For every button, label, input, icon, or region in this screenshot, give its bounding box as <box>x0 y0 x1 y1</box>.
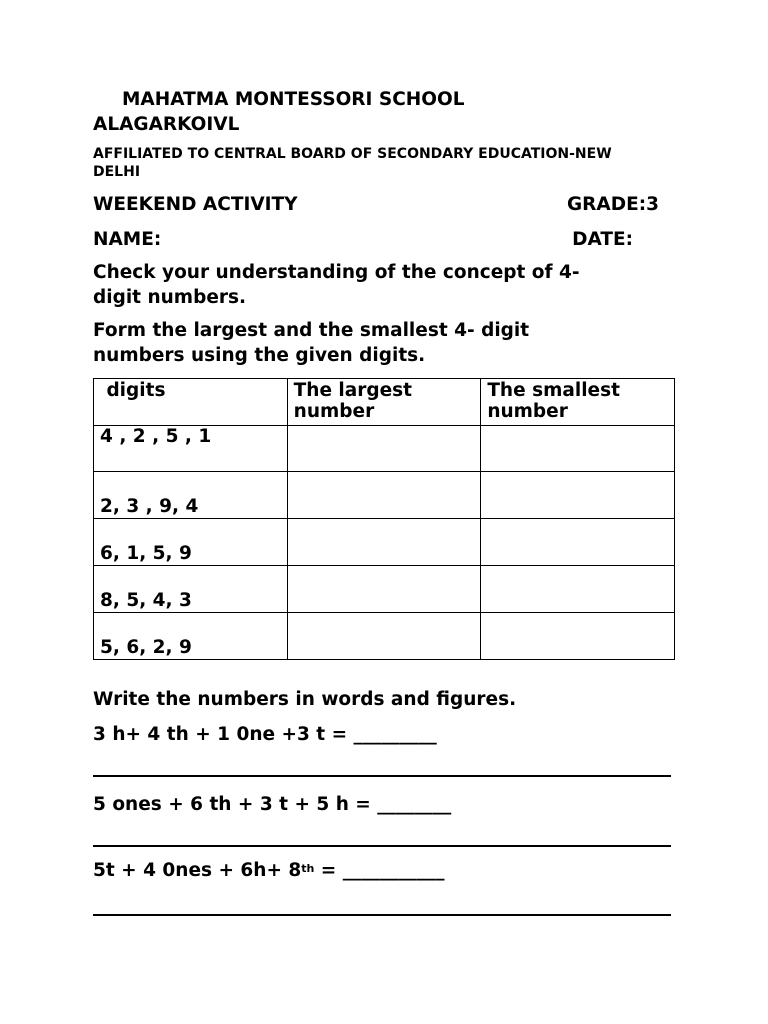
table-row <box>94 566 675 613</box>
grade-label: GRADE:3 <box>566 194 659 215</box>
school-header <box>93 87 465 137</box>
largest-cell[interactable] <box>287 519 481 566</box>
smallest-cell[interactable] <box>481 426 675 472</box>
answer-line-2[interactable] <box>93 845 671 847</box>
table-header-row <box>94 379 675 426</box>
largest-cell[interactable] <box>287 566 481 613</box>
smallest-cell[interactable] <box>481 566 675 613</box>
digits-cell: 6, 1, 5, 9 <box>94 519 288 566</box>
header-smallest: The smallest number <box>481 379 675 426</box>
smallest-cell[interactable] <box>481 519 675 566</box>
digits-cell: 8, 5, 4, 3 <box>94 566 288 613</box>
affiliation <box>93 145 612 181</box>
equation-2: 5 ones + 6 th + 3 t + 5 h = ________ <box>93 794 452 815</box>
equation-3-tail: = ___________ <box>314 860 445 881</box>
answer-line-1[interactable] <box>93 775 671 777</box>
digits-cell: 5, 6, 2, 9 <box>94 613 288 660</box>
intro-line1: Check your understanding of the concept of 4- <box>93 262 580 283</box>
header-largest: The largest number <box>287 379 481 426</box>
equation-3 <box>93 858 445 883</box>
digits-cell: 4 , 2 , 5 , 1 <box>94 426 288 472</box>
equation-1: 3 h+ 4 th + 1 0ne +3 t = _________ <box>93 724 437 745</box>
digits-cell: 2, 3 , 9, 4 <box>94 472 288 519</box>
table-row <box>94 472 675 519</box>
activity-row <box>93 192 673 217</box>
task1-line2: numbers using the given digits. <box>93 345 426 366</box>
activity-title: WEEKEND ACTIVITY <box>93 194 298 215</box>
intro-text <box>93 260 580 310</box>
date-label: DATE: <box>572 229 633 250</box>
largest-cell[interactable] <box>287 472 481 519</box>
school-location: ALAGARKOIVL <box>93 114 240 135</box>
table-row <box>94 613 675 660</box>
largest-cell[interactable] <box>287 426 481 472</box>
affiliation-line1: AFFILIATED TO CENTRAL BOARD OF SECONDARY EDUCATION-NEW <box>93 146 612 162</box>
smallest-cell[interactable] <box>481 472 675 519</box>
header-digits: digits <box>94 379 288 426</box>
digits-table <box>93 378 675 660</box>
table-row <box>94 426 675 472</box>
name-date-row <box>93 227 673 252</box>
school-name: MAHATMA MONTESSORI SCHOOL <box>122 89 465 110</box>
equation-3-superscript: th <box>301 862 315 875</box>
table-row <box>94 519 675 566</box>
task1-line1: Form the largest and the smallest 4- digit <box>93 320 530 341</box>
largest-cell[interactable] <box>287 613 481 660</box>
task2-title: Write the numbers in words and figures. <box>93 689 517 710</box>
smallest-cell[interactable] <box>481 613 675 660</box>
affiliation-line2: DELHI <box>93 164 141 180</box>
intro-line2: digit numbers. <box>93 287 247 308</box>
task1-instructions <box>93 318 529 368</box>
answer-line-3[interactable] <box>93 914 671 916</box>
equation-3-main: 5t + 4 0nes + 6h+ 8 <box>93 860 302 881</box>
name-label: NAME: <box>93 229 162 250</box>
